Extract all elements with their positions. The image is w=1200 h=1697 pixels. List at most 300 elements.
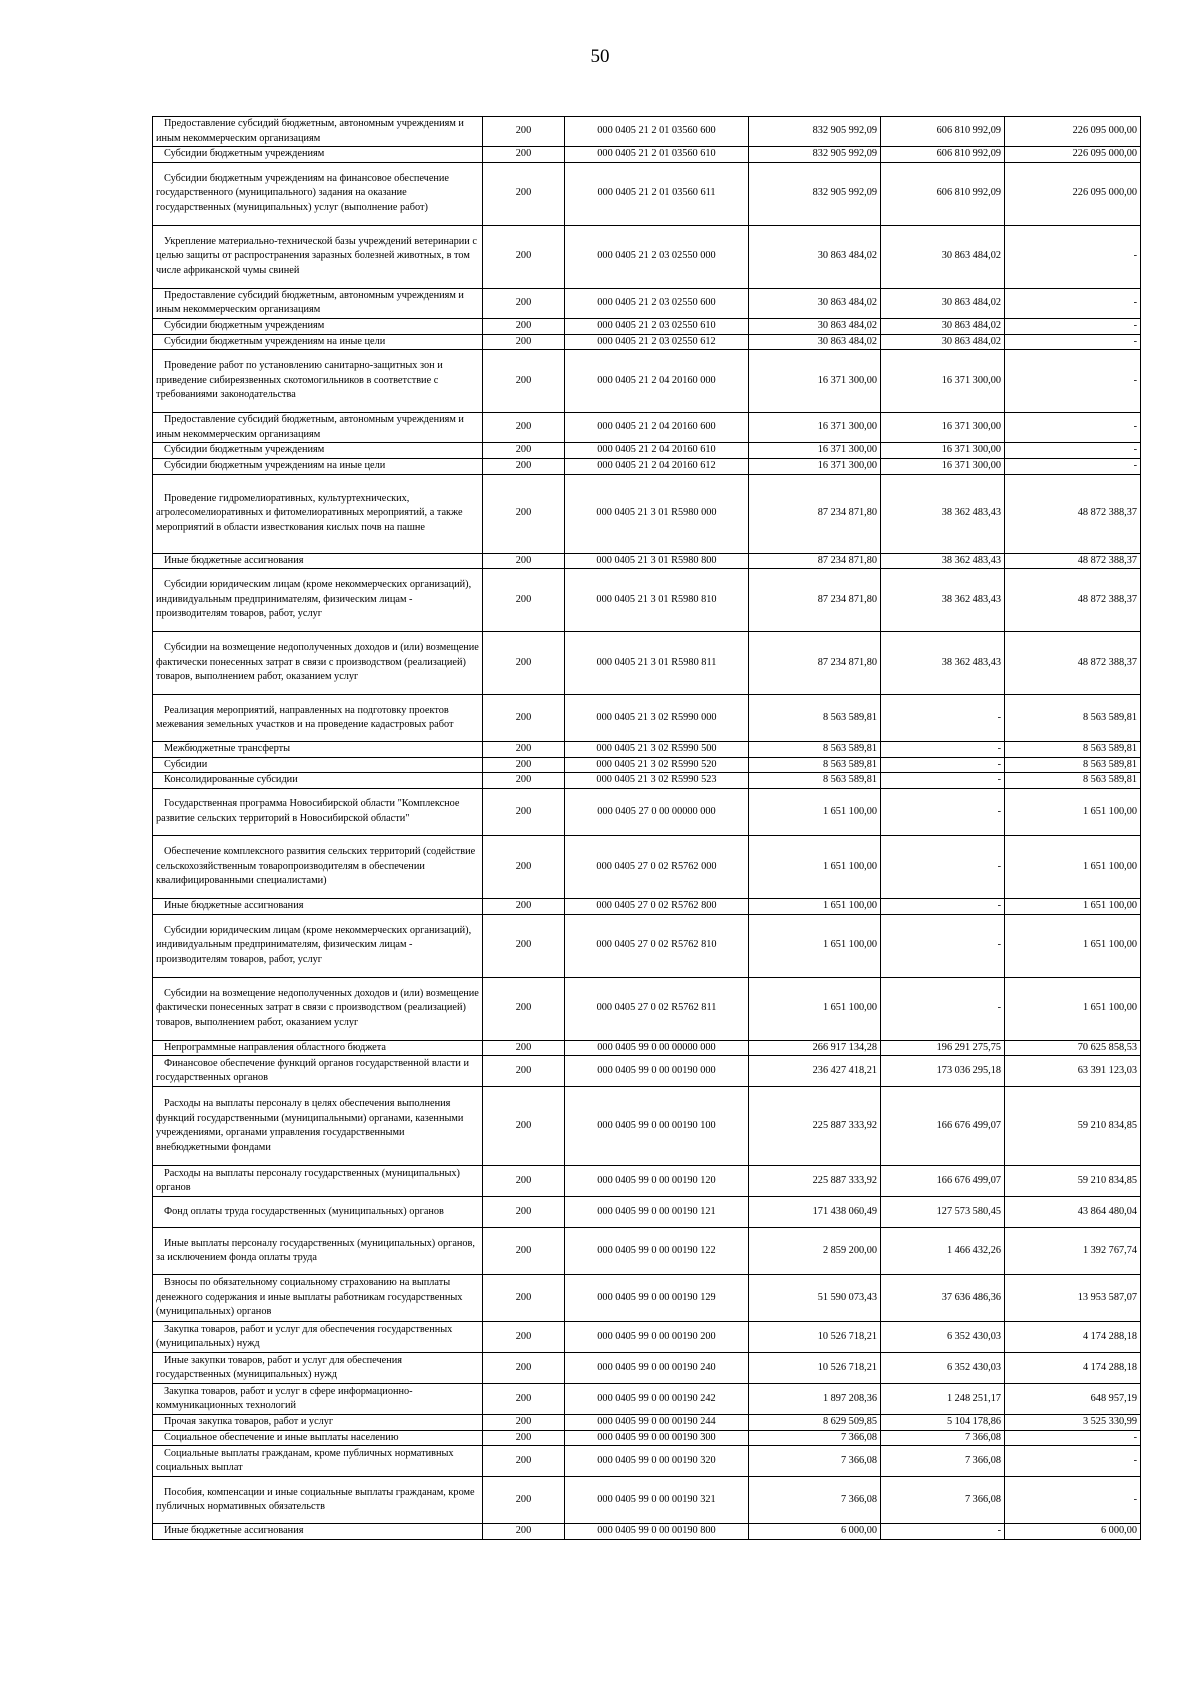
row-name-text: Социальное обеспечение и иные выплаты населению bbox=[164, 1431, 399, 1443]
table-row bbox=[153, 569, 1141, 632]
row-amount-second: 30 863 484,02 bbox=[881, 334, 1005, 350]
row-amount-second: 37 636 486,36 bbox=[881, 1275, 1005, 1322]
row-name bbox=[153, 1275, 483, 1322]
row-name-text: Субсидии бюджетным учреждениям на иные цели bbox=[164, 335, 386, 347]
row-name-text: Проведение работ по установлению санитарно-защитных зон и приведение сибиреязвенных скотомогильников в соответствие с требованиями законодательства bbox=[156, 360, 443, 401]
table-row bbox=[153, 632, 1141, 695]
row-budget-code: 000 0405 99 0 00 00190 300 bbox=[565, 1430, 749, 1446]
row-amount-total: 30 863 484,02 bbox=[749, 288, 881, 318]
row-budget-code: 000 0405 99 0 00 00190 121 bbox=[565, 1197, 749, 1228]
row-budget-code: 000 0405 21 3 02 R5990 523 bbox=[565, 773, 749, 789]
row-amount-third: 63 391 123,03 bbox=[1005, 1056, 1141, 1087]
table-row bbox=[153, 1275, 1141, 1322]
row-amount-third: 48 872 388,37 bbox=[1005, 474, 1141, 553]
row-amount-total: 16 371 300,00 bbox=[749, 443, 881, 459]
table-row bbox=[153, 413, 1141, 443]
row-name-text: Субсидии бюджетным учреждениям bbox=[164, 319, 325, 331]
row-name-text: Субсидии на возмещение недополученных доходов и (или) возмещение фактически понесенных затрат в связи с производством (реализацией) товаров, выполнением работ, оказанием услуг bbox=[156, 987, 479, 1028]
row-amount-second: 38 362 483,43 bbox=[881, 553, 1005, 569]
row-admin-code: 200 bbox=[483, 788, 565, 835]
row-amount-third: 59 210 834,85 bbox=[1005, 1166, 1141, 1197]
row-name bbox=[153, 117, 483, 147]
row-admin-code: 200 bbox=[483, 1275, 565, 1322]
row-amount-third: 43 864 480,04 bbox=[1005, 1197, 1141, 1228]
row-admin-code: 200 bbox=[483, 835, 565, 898]
row-name-text: Реализация мероприятий, направленных на подготовку проектов межевания земельных участков и на проведение кадастровых работ bbox=[156, 704, 454, 731]
row-name-text: Непрограммные направления областного бюджета bbox=[164, 1041, 386, 1053]
row-budget-code: 000 0405 99 0 00 00190 122 bbox=[565, 1228, 749, 1275]
row-budget-code: 000 0405 99 0 00 00000 000 bbox=[565, 1040, 749, 1056]
table-row bbox=[153, 350, 1141, 413]
row-budget-code: 000 0405 21 3 01 R5980 000 bbox=[565, 474, 749, 553]
row-amount-third: - bbox=[1005, 1477, 1141, 1524]
row-amount-third: 8 563 589,81 bbox=[1005, 773, 1141, 789]
row-amount-total: 1 651 100,00 bbox=[749, 898, 881, 914]
table-row bbox=[153, 914, 1141, 977]
row-name bbox=[153, 1056, 483, 1087]
row-admin-code: 200 bbox=[483, 569, 565, 632]
table-row bbox=[153, 898, 1141, 914]
row-amount-second: 38 362 483,43 bbox=[881, 474, 1005, 553]
row-name bbox=[153, 318, 483, 334]
row-amount-total: 30 863 484,02 bbox=[749, 334, 881, 350]
row-amount-second: 30 863 484,02 bbox=[881, 225, 1005, 288]
row-amount-third: 1 651 100,00 bbox=[1005, 914, 1141, 977]
row-amount-total: 832 905 992,09 bbox=[749, 147, 881, 163]
row-amount-total: 30 863 484,02 bbox=[749, 225, 881, 288]
table-row bbox=[153, 1446, 1141, 1477]
budget-table-body bbox=[153, 117, 1141, 1540]
table-row bbox=[153, 1524, 1141, 1540]
row-budget-code: 000 0405 99 0 00 00190 100 bbox=[565, 1087, 749, 1166]
row-name bbox=[153, 835, 483, 898]
row-amount-total: 16 371 300,00 bbox=[749, 458, 881, 474]
row-amount-second: - bbox=[881, 898, 1005, 914]
row-admin-code: 200 bbox=[483, 1197, 565, 1228]
row-amount-second: 38 362 483,43 bbox=[881, 569, 1005, 632]
row-admin-code: 200 bbox=[483, 350, 565, 413]
row-name bbox=[153, 162, 483, 225]
row-budget-code: 000 0405 99 0 00 00190 120 bbox=[565, 1166, 749, 1197]
row-amount-third: 226 095 000,00 bbox=[1005, 117, 1141, 147]
row-name bbox=[153, 474, 483, 553]
row-name-text: Финансовое обеспечение функций органов государственной власти и государственных органов bbox=[156, 1057, 469, 1084]
row-name-text: Субсидии бюджетным учреждениям bbox=[164, 444, 325, 456]
row-amount-third: 226 095 000,00 bbox=[1005, 162, 1141, 225]
row-admin-code: 200 bbox=[483, 1322, 565, 1353]
row-amount-total: 8 563 589,81 bbox=[749, 695, 881, 742]
row-amount-third: 1 651 100,00 bbox=[1005, 977, 1141, 1040]
row-admin-code: 200 bbox=[483, 553, 565, 569]
row-amount-second: 173 036 295,18 bbox=[881, 1056, 1005, 1087]
row-amount-total: 8 629 509,85 bbox=[749, 1415, 881, 1431]
row-amount-third: 1 651 100,00 bbox=[1005, 788, 1141, 835]
row-amount-second: - bbox=[881, 1524, 1005, 1540]
row-amount-second: 16 371 300,00 bbox=[881, 443, 1005, 459]
table-row bbox=[153, 1353, 1141, 1384]
row-name-text: Иные бюджетные ассигнования bbox=[164, 554, 304, 566]
row-amount-third: - bbox=[1005, 443, 1141, 459]
row-budget-code: 000 0405 27 0 02 R5762 810 bbox=[565, 914, 749, 977]
table-row bbox=[153, 474, 1141, 553]
row-admin-code: 200 bbox=[483, 1524, 565, 1540]
row-admin-code: 200 bbox=[483, 334, 565, 350]
row-amount-second: 5 104 178,86 bbox=[881, 1415, 1005, 1431]
row-name bbox=[153, 288, 483, 318]
row-amount-second: 606 810 992,09 bbox=[881, 147, 1005, 163]
row-amount-second: - bbox=[881, 742, 1005, 758]
row-amount-third: 648 957,19 bbox=[1005, 1384, 1141, 1415]
row-amount-second: 166 676 499,07 bbox=[881, 1166, 1005, 1197]
row-name bbox=[153, 334, 483, 350]
row-budget-code: 000 0405 21 3 02 R5990 520 bbox=[565, 757, 749, 773]
row-budget-code: 000 0405 21 2 01 03560 610 bbox=[565, 147, 749, 163]
row-admin-code: 200 bbox=[483, 757, 565, 773]
row-amount-third: 8 563 589,81 bbox=[1005, 695, 1141, 742]
row-name-text: Иные закупки товаров, работ и услуг для обеспечения государственных (муниципальных) нужд bbox=[156, 1354, 402, 1381]
row-amount-total: 7 366,08 bbox=[749, 1430, 881, 1446]
row-budget-code: 000 0405 99 0 00 00190 321 bbox=[565, 1477, 749, 1524]
row-name bbox=[153, 1524, 483, 1540]
row-amount-third: - bbox=[1005, 350, 1141, 413]
row-budget-code: 000 0405 27 0 02 R5762 000 bbox=[565, 835, 749, 898]
row-name-text: Консолидированные субсидии bbox=[164, 774, 298, 786]
row-budget-code: 000 0405 99 0 00 00190 244 bbox=[565, 1415, 749, 1431]
row-amount-total: 832 905 992,09 bbox=[749, 117, 881, 147]
row-name-text: Предоставление субсидий бюджетным, автономным учреждениям и иным некоммерческим организациям bbox=[156, 289, 464, 316]
row-amount-total: 8 563 589,81 bbox=[749, 773, 881, 789]
row-amount-total: 8 563 589,81 bbox=[749, 757, 881, 773]
table-row bbox=[153, 288, 1141, 318]
table-row bbox=[153, 773, 1141, 789]
row-amount-total: 1 651 100,00 bbox=[749, 788, 881, 835]
row-amount-second: 1 248 251,17 bbox=[881, 1384, 1005, 1415]
row-budget-code: 000 0405 21 2 04 20160 612 bbox=[565, 458, 749, 474]
row-name-text: Субсидии bbox=[164, 758, 208, 770]
table-row bbox=[153, 1087, 1141, 1166]
row-admin-code: 200 bbox=[483, 773, 565, 789]
row-name-text: Проведение гидромелиоративных, культуртехнических, агролесомелиоративных и фитомелиоративных мероприятий, а также мероприятий в области известкования кислых почв на пашне bbox=[156, 492, 463, 533]
row-name bbox=[153, 458, 483, 474]
table-row bbox=[153, 458, 1141, 474]
table-row bbox=[153, 334, 1141, 350]
row-amount-second: - bbox=[881, 695, 1005, 742]
row-admin-code: 200 bbox=[483, 898, 565, 914]
row-amount-total: 30 863 484,02 bbox=[749, 318, 881, 334]
row-amount-third: - bbox=[1005, 318, 1141, 334]
row-admin-code: 200 bbox=[483, 695, 565, 742]
row-name bbox=[153, 1087, 483, 1166]
row-name bbox=[153, 443, 483, 459]
row-amount-second: 1 466 432,26 bbox=[881, 1228, 1005, 1275]
row-name bbox=[153, 553, 483, 569]
row-name bbox=[153, 413, 483, 443]
row-name bbox=[153, 788, 483, 835]
row-name-text: Укрепление материально-технической базы учреждений ветеринарии с целью защиты от распространения заразных болезней животных, в том числе африканской чумы свиней bbox=[156, 235, 477, 277]
row-amount-second: 606 810 992,09 bbox=[881, 117, 1005, 147]
row-budget-code: 000 0405 99 0 00 00190 242 bbox=[565, 1384, 749, 1415]
row-budget-code: 000 0405 21 2 03 02550 000 bbox=[565, 225, 749, 288]
row-amount-third: 70 625 858,53 bbox=[1005, 1040, 1141, 1056]
row-amount-second: 7 366,08 bbox=[881, 1477, 1005, 1524]
table-row bbox=[153, 1415, 1141, 1431]
row-amount-total: 16 371 300,00 bbox=[749, 413, 881, 443]
row-name-text: Субсидии юридическим лицам (кроме некоммерческих организаций), индивидуальным предпринимателям, физическим лицам - производителям товаров, работ, услуг bbox=[156, 579, 472, 620]
row-name bbox=[153, 914, 483, 977]
row-admin-code: 200 bbox=[483, 977, 565, 1040]
table-row bbox=[153, 225, 1141, 288]
row-amount-third: 59 210 834,85 bbox=[1005, 1087, 1141, 1166]
row-amount-third: - bbox=[1005, 458, 1141, 474]
row-name-text: Субсидии бюджетным учреждениям на иные цели bbox=[164, 459, 386, 471]
row-amount-third: 1 651 100,00 bbox=[1005, 835, 1141, 898]
row-admin-code: 200 bbox=[483, 288, 565, 318]
row-budget-code: 000 0405 21 2 03 02550 600 bbox=[565, 288, 749, 318]
row-amount-second: 30 863 484,02 bbox=[881, 318, 1005, 334]
row-name bbox=[153, 1197, 483, 1228]
row-amount-third: 226 095 000,00 bbox=[1005, 147, 1141, 163]
row-amount-second: - bbox=[881, 788, 1005, 835]
row-name-text: Субсидии юридическим лицам (кроме некоммерческих организаций), индивидуальным предпринимателям, физическим лицам - производителям товаров, работ, услуг bbox=[156, 924, 472, 965]
row-name-text: Межбюджетные трансферты bbox=[164, 743, 291, 755]
row-budget-code: 000 0405 27 0 00 00000 000 bbox=[565, 788, 749, 835]
row-name-text: Взносы по обязательному социальному страхованию на выплаты денежного содержания и иные выплаты работникам государственных (муниципальных) органов bbox=[156, 1277, 463, 1318]
row-budget-code: 000 0405 21 3 01 R5980 811 bbox=[565, 632, 749, 695]
row-name bbox=[153, 1166, 483, 1197]
row-name-text: Обеспечение комплексного развития сельских территорий (содействие сельскохозяйственным товаропроизводителям в обеспечении квалифицированными специалистами) bbox=[156, 846, 476, 887]
table-row bbox=[153, 695, 1141, 742]
row-amount-total: 832 905 992,09 bbox=[749, 162, 881, 225]
row-amount-second: 606 810 992,09 bbox=[881, 162, 1005, 225]
row-name-text: Субсидии на возмещение недополученных доходов и (или) возмещение фактически понесенных затрат в связи с производством (реализацией) товаров, выполнением работ, оказанием услуг bbox=[156, 642, 479, 683]
table-row bbox=[153, 1197, 1141, 1228]
row-admin-code: 200 bbox=[483, 117, 565, 147]
table-row bbox=[153, 1384, 1141, 1415]
table-row bbox=[153, 162, 1141, 225]
row-amount-second: 16 371 300,00 bbox=[881, 413, 1005, 443]
row-budget-code: 000 0405 21 2 03 02550 610 bbox=[565, 318, 749, 334]
row-amount-second: 196 291 275,75 bbox=[881, 1040, 1005, 1056]
row-name-text: Государственная программа Новосибирской области "Комплексное развитие сельских территорий в Новосибирской области" bbox=[156, 798, 460, 824]
table-row bbox=[153, 788, 1141, 835]
row-budget-code: 000 0405 21 2 04 20160 600 bbox=[565, 413, 749, 443]
row-budget-code: 000 0405 21 3 02 R5990 500 bbox=[565, 742, 749, 758]
row-name bbox=[153, 225, 483, 288]
row-budget-code: 000 0405 21 3 01 R5980 810 bbox=[565, 569, 749, 632]
budget-table bbox=[152, 116, 1141, 1540]
table-row bbox=[153, 443, 1141, 459]
row-amount-third: 48 872 388,37 bbox=[1005, 553, 1141, 569]
row-admin-code: 200 bbox=[483, 458, 565, 474]
row-amount-third: 48 872 388,37 bbox=[1005, 569, 1141, 632]
row-amount-total: 2 859 200,00 bbox=[749, 1228, 881, 1275]
row-amount-total: 87 234 871,80 bbox=[749, 569, 881, 632]
row-name bbox=[153, 1322, 483, 1353]
row-name-text: Субсидии бюджетным учреждениям на финансовое обеспечение государственного (муниципального) задания на оказание государственных (муниципальных) услуг (выполнение работ) bbox=[156, 172, 449, 214]
row-name-text: Закупка товаров, работ и услуг для обеспечения государственных (муниципальных) нужд bbox=[156, 1323, 453, 1350]
row-name bbox=[153, 1430, 483, 1446]
row-name bbox=[153, 1446, 483, 1477]
row-budget-code: 000 0405 99 0 00 00190 320 bbox=[565, 1446, 749, 1477]
row-name bbox=[153, 1353, 483, 1384]
table-row bbox=[153, 1477, 1141, 1524]
table-row bbox=[153, 742, 1141, 758]
row-budget-code: 000 0405 99 0 00 00190 200 bbox=[565, 1322, 749, 1353]
row-amount-total: 7 366,08 bbox=[749, 1446, 881, 1477]
row-amount-total: 1 651 100,00 bbox=[749, 914, 881, 977]
row-amount-total: 171 438 060,49 bbox=[749, 1197, 881, 1228]
row-budget-code: 000 0405 99 0 00 00190 240 bbox=[565, 1353, 749, 1384]
row-admin-code: 200 bbox=[483, 1384, 565, 1415]
row-admin-code: 200 bbox=[483, 1228, 565, 1275]
row-admin-code: 200 bbox=[483, 1087, 565, 1166]
row-budget-code: 000 0405 99 0 00 00190 129 bbox=[565, 1275, 749, 1322]
row-budget-code: 000 0405 27 0 02 R5762 800 bbox=[565, 898, 749, 914]
row-name bbox=[153, 773, 483, 789]
row-name bbox=[153, 350, 483, 413]
row-amount-second: 16 371 300,00 bbox=[881, 350, 1005, 413]
row-name-text: Прочая закупка товаров, работ и услуг bbox=[164, 1416, 334, 1428]
row-admin-code: 200 bbox=[483, 1166, 565, 1197]
table-row bbox=[153, 977, 1141, 1040]
row-admin-code: 200 bbox=[483, 742, 565, 758]
row-name-text: Предоставление субсидий бюджетным, автономным учреждениям и иным некоммерческим организациям bbox=[156, 118, 464, 144]
row-admin-code: 200 bbox=[483, 318, 565, 334]
row-amount-second: 30 863 484,02 bbox=[881, 288, 1005, 318]
row-amount-total: 87 234 871,80 bbox=[749, 632, 881, 695]
row-amount-second: 166 676 499,07 bbox=[881, 1087, 1005, 1166]
row-amount-total: 16 371 300,00 bbox=[749, 350, 881, 413]
row-admin-code: 200 bbox=[483, 914, 565, 977]
row-amount-total: 10 526 718,21 bbox=[749, 1322, 881, 1353]
table-row bbox=[153, 1322, 1141, 1353]
row-amount-second: 38 362 483,43 bbox=[881, 632, 1005, 695]
table-row bbox=[153, 757, 1141, 773]
row-admin-code: 200 bbox=[483, 443, 565, 459]
row-amount-third: 13 953 587,07 bbox=[1005, 1275, 1141, 1322]
row-budget-code: 000 0405 21 2 03 02550 612 bbox=[565, 334, 749, 350]
row-amount-third: - bbox=[1005, 334, 1141, 350]
row-amount-second: - bbox=[881, 977, 1005, 1040]
page-number: 50 bbox=[590, 46, 610, 67]
row-budget-code: 000 0405 21 2 01 03560 600 bbox=[565, 117, 749, 147]
row-amount-second: - bbox=[881, 835, 1005, 898]
row-admin-code: 200 bbox=[483, 1430, 565, 1446]
table-row bbox=[153, 1228, 1141, 1275]
row-name-text: Социальные выплаты гражданам, кроме публичных нормативных социальных выплат bbox=[156, 1447, 454, 1474]
row-amount-total: 6 000,00 bbox=[749, 1524, 881, 1540]
table-row bbox=[153, 1040, 1141, 1056]
table-row bbox=[153, 1056, 1141, 1087]
row-name-text: Закупка товаров, работ и услуг в сфере информационно-коммуникационных технологий bbox=[156, 1385, 413, 1412]
row-amount-second: - bbox=[881, 914, 1005, 977]
row-amount-total: 1 897 208,36 bbox=[749, 1384, 881, 1415]
row-amount-third: 8 563 589,81 bbox=[1005, 742, 1141, 758]
row-admin-code: 200 bbox=[483, 1056, 565, 1087]
row-name bbox=[153, 742, 483, 758]
row-name-text: Предоставление субсидий бюджетным, автономным учреждениям и иным некоммерческим организациям bbox=[156, 414, 464, 440]
row-name bbox=[153, 695, 483, 742]
table-row bbox=[153, 553, 1141, 569]
row-budget-code: 000 0405 21 3 02 R5990 000 bbox=[565, 695, 749, 742]
row-admin-code: 200 bbox=[483, 474, 565, 553]
row-amount-second: 7 366,08 bbox=[881, 1446, 1005, 1477]
table-row bbox=[153, 1430, 1141, 1446]
row-amount-total: 10 526 718,21 bbox=[749, 1353, 881, 1384]
row-admin-code: 200 bbox=[483, 413, 565, 443]
row-name bbox=[153, 898, 483, 914]
row-amount-third: 6 000,00 bbox=[1005, 1524, 1141, 1540]
row-admin-code: 200 bbox=[483, 147, 565, 163]
row-amount-third: 4 174 288,18 bbox=[1005, 1322, 1141, 1353]
row-budget-code: 000 0405 99 0 00 00190 000 bbox=[565, 1056, 749, 1087]
row-amount-second: - bbox=[881, 757, 1005, 773]
row-name bbox=[153, 977, 483, 1040]
row-name bbox=[153, 147, 483, 163]
row-name-text: Расходы на выплаты персоналу в целях обеспечения выполнения функций государственными (муниципальными) органами, казенными учреждениями, органами управления государственными внебюджетными фондами bbox=[156, 1097, 464, 1153]
row-name-text: Субсидии бюджетным учреждениям bbox=[164, 148, 325, 160]
row-name-text: Фонд оплаты труда государственных (муниципальных) органов bbox=[164, 1205, 444, 1217]
row-amount-total: 7 366,08 bbox=[749, 1477, 881, 1524]
row-amount-total: 8 563 589,81 bbox=[749, 742, 881, 758]
row-amount-third: 3 525 330,99 bbox=[1005, 1415, 1141, 1431]
row-budget-code: 000 0405 21 2 04 20160 610 bbox=[565, 443, 749, 459]
row-amount-total: 236 427 418,21 bbox=[749, 1056, 881, 1087]
table-row bbox=[153, 835, 1141, 898]
row-amount-second: - bbox=[881, 773, 1005, 789]
row-name-text: Иные бюджетные ассигнования bbox=[164, 899, 304, 911]
row-amount-third: 8 563 589,81 bbox=[1005, 757, 1141, 773]
row-budget-code: 000 0405 21 2 01 03560 611 bbox=[565, 162, 749, 225]
row-admin-code: 200 bbox=[483, 162, 565, 225]
row-amount-second: 16 371 300,00 bbox=[881, 458, 1005, 474]
row-name bbox=[153, 569, 483, 632]
row-amount-third: - bbox=[1005, 225, 1141, 288]
row-name bbox=[153, 1477, 483, 1524]
row-name bbox=[153, 1384, 483, 1415]
row-admin-code: 200 bbox=[483, 225, 565, 288]
table-row bbox=[153, 117, 1141, 147]
row-amount-total: 1 651 100,00 bbox=[749, 977, 881, 1040]
row-amount-second: 6 352 430,03 bbox=[881, 1353, 1005, 1384]
row-name bbox=[153, 1228, 483, 1275]
row-amount-third: 1 651 100,00 bbox=[1005, 898, 1141, 914]
row-name-text: Расходы на выплаты персоналу государственных (муниципальных) органов bbox=[156, 1167, 460, 1194]
table-row bbox=[153, 318, 1141, 334]
row-amount-total: 87 234 871,80 bbox=[749, 474, 881, 553]
row-budget-code: 000 0405 21 3 01 R5980 800 bbox=[565, 553, 749, 569]
row-amount-total: 1 651 100,00 bbox=[749, 835, 881, 898]
row-name bbox=[153, 1415, 483, 1431]
row-amount-third: - bbox=[1005, 1446, 1141, 1477]
row-amount-third: - bbox=[1005, 413, 1141, 443]
row-amount-third: 48 872 388,37 bbox=[1005, 632, 1141, 695]
row-budget-code: 000 0405 27 0 02 R5762 811 bbox=[565, 977, 749, 1040]
row-admin-code: 200 bbox=[483, 1040, 565, 1056]
row-name-text: Иные выплаты персоналу государственных (муниципальных) органов, за исключением фонда оплаты труда bbox=[156, 1237, 475, 1264]
row-admin-code: 200 bbox=[483, 632, 565, 695]
table-row bbox=[153, 1166, 1141, 1197]
row-name-text: Иные бюджетные ассигнования bbox=[164, 1525, 304, 1537]
row-amount-total: 225 887 333,92 bbox=[749, 1166, 881, 1197]
row-admin-code: 200 bbox=[483, 1415, 565, 1431]
row-admin-code: 200 bbox=[483, 1353, 565, 1384]
row-amount-third: - bbox=[1005, 288, 1141, 318]
row-amount-third: 4 174 288,18 bbox=[1005, 1353, 1141, 1384]
row-name bbox=[153, 632, 483, 695]
row-amount-third: 1 392 767,74 bbox=[1005, 1228, 1141, 1275]
row-amount-total: 266 917 134,28 bbox=[749, 1040, 881, 1056]
